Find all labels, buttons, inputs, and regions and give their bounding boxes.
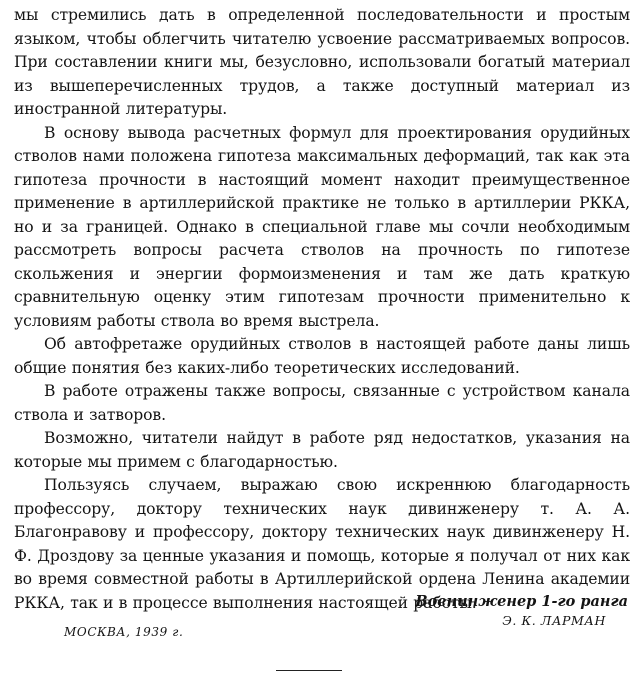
paragraph-acknowledgements: Пользуясь случаем, выражаю свою искреннюю благодарность профессору, доктору технических наук дивинженеру т. А. А. Благонравову и профессору, доктору технических наук дивинженеру Н. Ф. Дроздову за ценные указания и помощь, которые я получал от них как во время совместной работы в Артиллерийской ордена Ленина академии РККА, так и в процессе выполнения настоящей работы.: [14, 476, 630, 612]
author-signature: [415, 592, 628, 630]
preface-text: [14, 4, 630, 615]
paragraph-autofrettage: Об автофретаже орудийных стволов в настоящей работе даны лишь общие понятия без каких-либо теоретических исследований.: [14, 335, 630, 377]
divider-rule: [276, 670, 342, 671]
paragraph-calculation-basis: В основу вывода расчетных формул для проектирования орудийных стволов нами положена гипотеза максимальных деформаций, так как эта гипотеза прочности в настоящий момент находит преимущественное применение в артиллерийской практике не только в артиллерии РККА, но и за границей. Однако в специальной главе мы сочли необходимым рассмотреть вопросы расчета стволов на прочность по гипотезе скольжения и энергии формоизменения и там же дать краткую сравнительную оценку этим гипотезам прочности применительно к условиям работы ствола во время выстрела.: [14, 123, 630, 330]
paragraph-continuation: мы стремились дать в определенной последовательности и простым языком, чтобы облегчить читателю усвоение рассматриваемых вопросов. При составлении книги мы, безусловно, использовали богатый материал из вышеперечисленных трудов, а также доступный материал из иностранной литературы.: [14, 6, 630, 118]
place-date: МОСКВА, 1939 г.: [64, 625, 184, 639]
author-name: Э. К. ЛАРМАН: [502, 613, 606, 628]
paragraph-shortcomings: Возможно, читатели найдут в работе ряд недостатков, указания на которые мы примем с благодарностью.: [14, 429, 630, 471]
paragraph-barrel-channel: В работе отражены также вопросы, связанные с устройством канала ствола и затворов.: [14, 382, 630, 424]
author-rank: Военинженер 1-го ранга: [415, 593, 628, 610]
